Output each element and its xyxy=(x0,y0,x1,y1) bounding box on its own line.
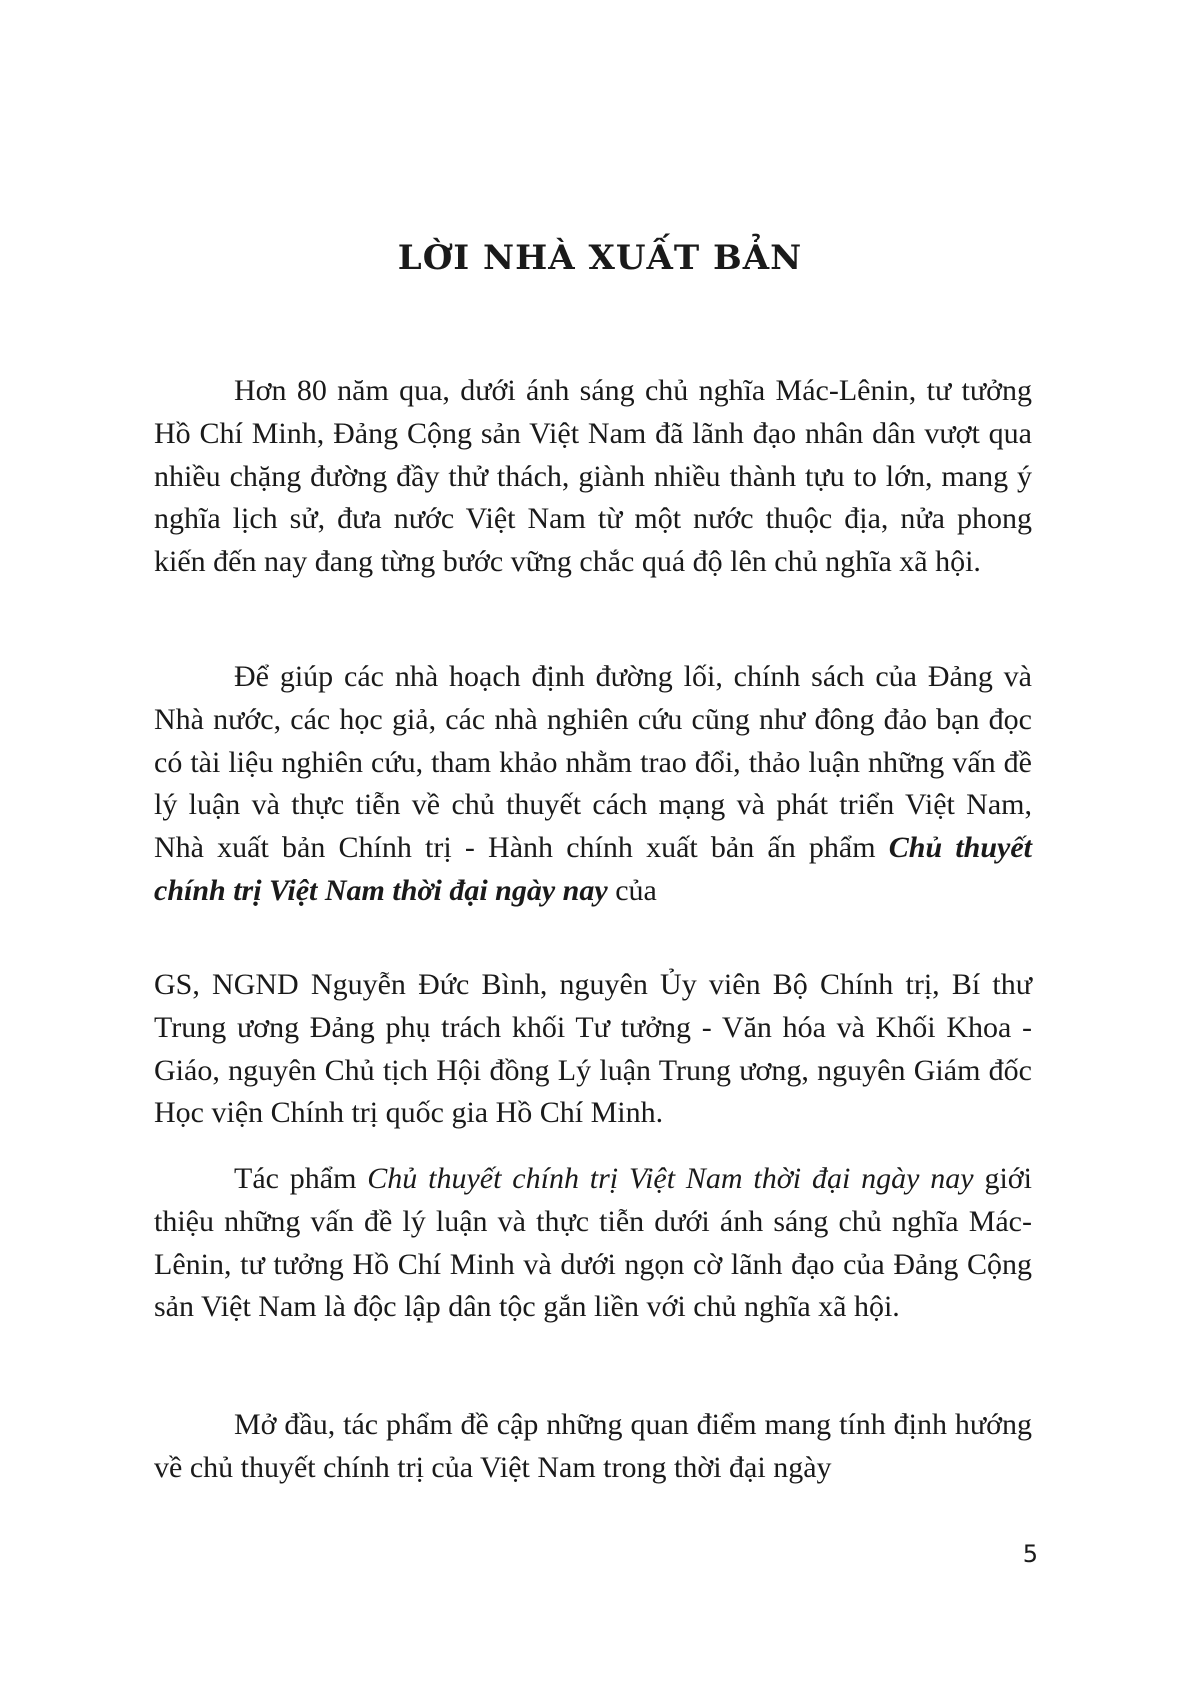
paragraph-opening: Mở đầu, tác phẩm đề cập những quan điểm mang tính định hướng về chủ thuyết chính trị của Việt Nam trong thời đại ngày xyxy=(154,1408,1032,1484)
paragraph-purpose-text: Để giúp các nhà hoạch định đường lối, chính sách của Đảng và Nhà nước, các học giả, các nhà nghiên cứu cũng như đông đảo bạn đọc có tài liệu nghiên cứu, tham khảo nhằm trao đổi, thảo luận những vấn đề lý luận và thực tiễn về chủ thuyết cách mạng và phát triển Việt Nam, Nhà xuất bản Chính trị - Hành chính xuất bản ấn phẩm xyxy=(154,660,1032,865)
page-number: 5 xyxy=(1022,1540,1038,1568)
paragraph-summary-lead: Tác phẩm xyxy=(234,1162,368,1195)
paragraph-summary xyxy=(154,1158,1032,1329)
page-title: LỜI NHÀ XUẤT BẢN xyxy=(397,238,803,278)
paragraph-purpose xyxy=(154,656,1032,913)
book-title-italic: Chủ thuyết chính trị Việt Nam thời đại ngày nay xyxy=(367,1162,974,1195)
paragraph-intro: Hơn 80 năm qua, dưới ánh sáng chủ nghĩa Mác-Lênin, tư tưởng Hồ Chí Minh, Đảng Cộng sản Việt Nam đã lãnh đạo nhân dân vượt qua nhiều chặng đường đầy thử thách, giành nhiều thành tựu to lớn, mang ý nghĩa lịch sử, đưa nước Việt Nam từ một nước thuộc địa, nửa phong kiến đến nay đang từng bước vững chắc quá độ lên chủ nghĩa xã hội. xyxy=(154,374,1032,579)
paragraph-summary-text: giới thiệu những vấn đề lý luận và thực tiễn dưới ánh sáng chủ nghĩa Mác-Lênin, tư tưởng Hồ Chí Minh và dưới ngọn cờ lãnh đạo của Đảng Cộng sản Việt Nam là độc lập dân tộc gắn liền với chủ nghĩa xã hội. xyxy=(154,1162,1032,1324)
paragraph-author: GS, NGND Nguyễn Đức Bình, nguyên Ủy viên Bộ Chính trị, Bí thư Trung ương Đảng phụ trách khối Tư tưởng - Văn hóa và Khối Khoa - Giáo, nguyên Chủ tịch Hội đồng Lý luận Trung ương, nguyên Giám đốc Học viện Chính trị quốc gia Hồ Chí Minh. xyxy=(154,968,1032,1130)
paragraph-purpose-tail: của xyxy=(607,873,657,907)
book-title: Chủ thuyết chính trị Việt Nam thời đại ngày nay xyxy=(154,831,1032,907)
